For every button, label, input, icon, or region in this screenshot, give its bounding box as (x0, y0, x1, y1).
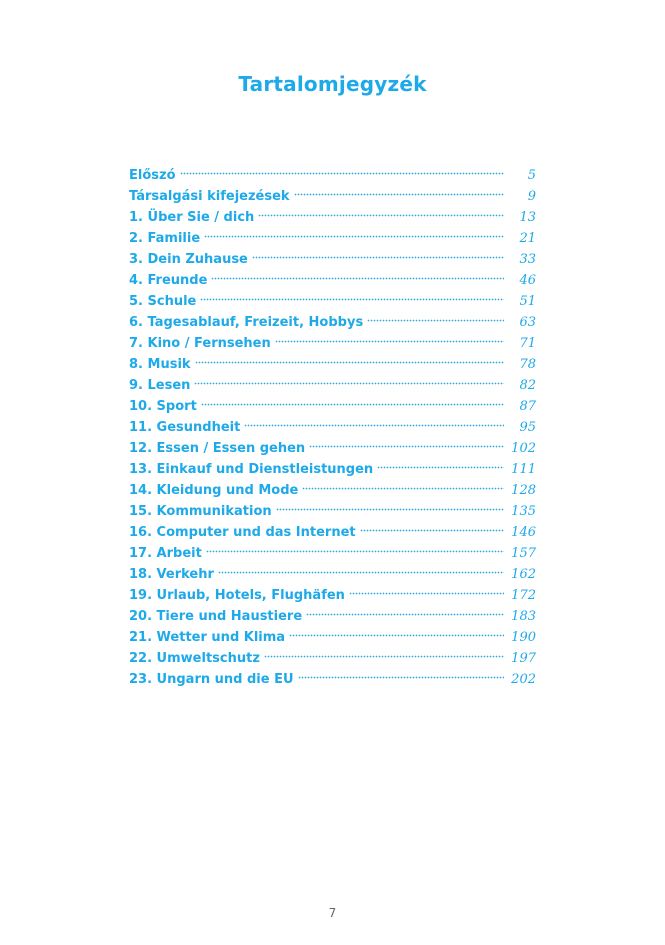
toc-entry-page: 33 (519, 252, 536, 267)
toc-entry-title: 19. Urlaub, Hotels, Flughäfen (129, 588, 345, 603)
toc-entry-page: 78 (519, 357, 536, 372)
toc-entry-page: 190 (511, 630, 536, 645)
toc-entry-page: 111 (511, 462, 536, 477)
toc-entry-page: 21 (519, 231, 536, 246)
dot-leader (195, 359, 504, 365)
toc-entry-title: 7. Kino / Fernsehen (129, 336, 271, 351)
toc-entry-title: 6. Tagesablauf, Freizeit, Hobbys (129, 315, 364, 330)
toc-entry[interactable] (129, 291, 536, 312)
toc-entry[interactable] (129, 501, 536, 522)
toc-entry-page: 157 (511, 546, 536, 561)
toc-entry-title: Társalgási kifejezések (129, 189, 290, 204)
toc-entry-title: 20. Tiere und Haustiere (129, 609, 303, 624)
toc-entry[interactable] (129, 333, 536, 354)
toc-entry-page: 162 (511, 567, 536, 582)
dot-leader (206, 548, 504, 554)
dot-leader (204, 233, 504, 239)
toc-entry-title: 22. Umweltschutz (129, 651, 260, 666)
toc-entry-title: 17. Arbeit (129, 546, 202, 561)
dot-leader (275, 338, 504, 344)
toc-entry-title: 8. Musik (129, 357, 191, 372)
dot-leader (201, 401, 504, 407)
toc-entry-title: 23. Ungarn und die EU (129, 672, 294, 687)
dot-leader (349, 590, 504, 596)
toc-entry-title: 14. Kleidung und Mode (129, 483, 299, 498)
toc-entry-page: 197 (511, 651, 536, 666)
toc-entry-title: 18. Verkehr (129, 567, 214, 582)
toc-entry-page: 46 (519, 273, 536, 288)
toc-entry-title: 16. Computer und das Internet (129, 525, 356, 540)
toc-entry[interactable] (129, 438, 536, 459)
toc-entry-title: 13. Einkauf und Dienstleistungen (129, 462, 374, 477)
toc-entry-page: 13 (519, 210, 536, 225)
dot-leader (377, 464, 504, 470)
toc-entry-title: 2. Familie (129, 231, 201, 246)
toc-entry-title: 9. Lesen (129, 378, 191, 393)
dot-leader (264, 653, 504, 659)
dot-leader (218, 569, 504, 575)
toc-entry[interactable] (129, 396, 536, 417)
toc-entry[interactable] (129, 585, 536, 606)
dot-leader (252, 254, 504, 260)
toc-entry-page: 9 (527, 189, 536, 204)
page-number: 7 (328, 906, 337, 920)
toc-entry-page: 102 (511, 441, 536, 456)
dot-leader (289, 632, 504, 638)
toc-entry-page: 183 (511, 609, 536, 624)
dot-leader (306, 611, 504, 617)
toc-entry-page: 202 (511, 672, 536, 687)
toc-entry-title: 1. Über Sie / dich (129, 210, 255, 225)
toc-entry-title: 5. Schule (129, 294, 197, 309)
dot-leader (360, 527, 504, 533)
toc-entry-title: 3. Dein Zuhause (129, 252, 248, 267)
toc-entry[interactable] (129, 249, 536, 270)
toc-entry[interactable] (129, 228, 536, 249)
toc-entry[interactable] (129, 207, 536, 228)
toc-entry-page: 71 (519, 336, 536, 351)
dot-leader (367, 317, 504, 323)
toc-entry[interactable] (129, 354, 536, 375)
dot-leader (298, 674, 504, 680)
toc-entry[interactable] (129, 375, 536, 396)
toc-entry-page: 87 (519, 399, 536, 414)
toc-entry[interactable] (129, 459, 536, 480)
toc-entry-title: 21. Wetter und Klima (129, 630, 286, 645)
dot-leader (244, 422, 504, 428)
toc-entry-page: 5 (527, 168, 536, 183)
toc-entry-title: Előszó (129, 168, 176, 183)
toc-entry[interactable] (129, 165, 536, 186)
dot-leader (180, 170, 504, 176)
toc-entry-title: 11. Gesundheit (129, 420, 241, 435)
toc-entry[interactable] (129, 312, 536, 333)
toc-entry[interactable] (129, 564, 536, 585)
toc-entry[interactable] (129, 480, 536, 501)
dot-leader (194, 380, 504, 386)
dot-leader (294, 191, 504, 197)
page-title: Tartalomjegyzék (238, 72, 427, 96)
dot-leader (309, 443, 504, 449)
toc-entry-page: 51 (519, 294, 536, 309)
toc-entry-title: 15. Kommunikation (129, 504, 272, 519)
dot-leader (211, 275, 504, 281)
toc-entry[interactable] (129, 648, 536, 669)
toc-entry-title: 10. Sport (129, 399, 197, 414)
toc-entry-page: 128 (511, 483, 536, 498)
toc-entry-page: 172 (511, 588, 536, 603)
toc-entry-page: 146 (511, 525, 536, 540)
toc-entry-title: 4. Freunde (129, 273, 208, 288)
toc-entry[interactable] (129, 669, 536, 690)
toc-entry[interactable] (129, 522, 536, 543)
table-of-contents (129, 165, 536, 690)
toc-entry[interactable] (129, 606, 536, 627)
dot-leader (200, 296, 504, 302)
toc-entry[interactable] (129, 270, 536, 291)
toc-entry-page: 63 (519, 315, 536, 330)
toc-entry[interactable] (129, 417, 536, 438)
dot-leader (258, 212, 504, 218)
toc-entry-page: 135 (511, 504, 536, 519)
toc-entry-page: 82 (519, 378, 536, 393)
toc-entry-page: 95 (519, 420, 536, 435)
dot-leader (276, 506, 504, 512)
toc-entry[interactable] (129, 543, 536, 564)
dot-leader (302, 485, 504, 491)
toc-entry-title: 12. Essen / Essen gehen (129, 441, 306, 456)
toc-entry[interactable] (129, 627, 536, 648)
toc-entry[interactable] (129, 186, 536, 207)
